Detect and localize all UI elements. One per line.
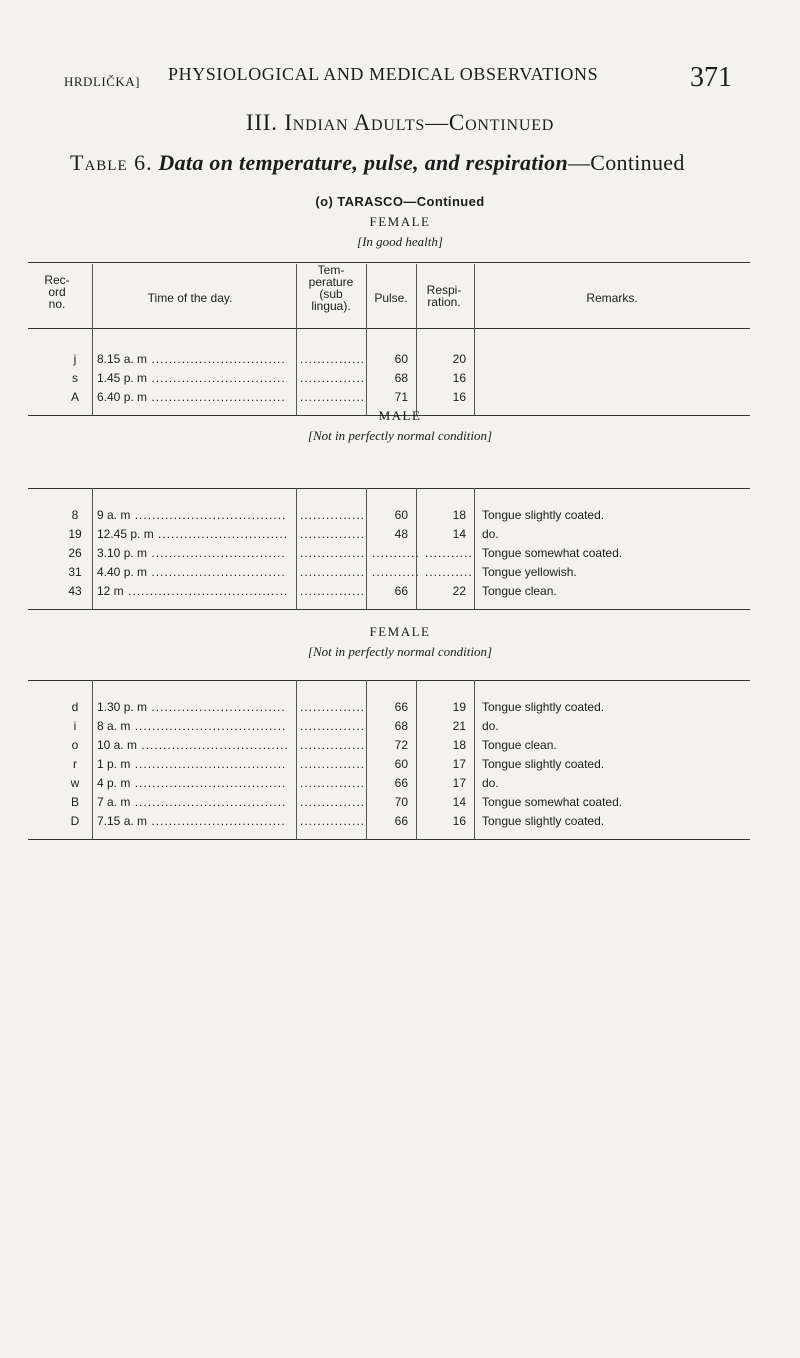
temperature-cell	[300, 814, 364, 828]
temperature-cell	[300, 700, 364, 714]
pulse-cell: 71	[394, 390, 408, 404]
temperature-cell	[300, 776, 364, 790]
table-title	[70, 150, 685, 176]
pulse-cell: 66	[394, 814, 408, 828]
header-pulse: Pulse.	[374, 291, 408, 305]
pulse-cell	[372, 546, 420, 560]
respiration-cell: 19	[452, 700, 466, 714]
respiration-cell: 18	[452, 738, 466, 752]
temperature-cell	[300, 546, 364, 560]
respiration-cell	[425, 565, 471, 579]
table-label: Table 6.	[70, 150, 153, 175]
time-cell: 9 a. m .....	[97, 508, 287, 522]
time-cell: 10 a. m .....	[97, 738, 287, 752]
group-sex-heading: FEMALE	[369, 214, 431, 229]
remarks-cell: Tongue somewhat coated.	[482, 795, 623, 809]
temperature-cell	[300, 390, 364, 404]
remarks-cell: Tongue clean.	[482, 738, 557, 752]
respiration-cell: 22	[452, 584, 466, 598]
respiration-cell: 14	[452, 795, 466, 809]
group-condition-note: [In good health]	[357, 234, 443, 249]
table-row	[0, 738, 800, 757]
record-no-cell: i	[73, 719, 77, 733]
pulse-cell: 70	[394, 795, 408, 809]
temperature-cell	[300, 371, 364, 385]
remarks-cell: do.	[482, 527, 499, 541]
group-bottom-rule	[28, 839, 750, 840]
pulse-cell: 60	[394, 352, 408, 366]
remarks-cell: Tongue slightly coated.	[482, 814, 605, 828]
section-title: III. Indian Adults—Continued	[245, 110, 555, 135]
respiration-cell: 18	[452, 508, 466, 522]
pulse-cell: 68	[394, 719, 408, 733]
remarks-cell: Tongue slightly coated.	[482, 700, 605, 714]
remarks-cell: do.	[482, 719, 499, 733]
table-row	[0, 371, 800, 390]
table-row	[0, 546, 800, 565]
time-cell: 6.40 p. m .....	[97, 390, 287, 404]
subheading: (o) TARASCO—Continued	[315, 194, 485, 209]
group-condition-note: [Not in perfectly normal condition]	[307, 428, 493, 443]
record-no-cell: D	[70, 814, 80, 828]
pulse-cell: 66	[394, 584, 408, 598]
temperature-cell	[300, 757, 364, 771]
temperature-cell	[300, 584, 364, 598]
table-row	[0, 352, 800, 371]
remarks-cell: do.	[482, 776, 499, 790]
temperature-cell	[300, 527, 364, 541]
time-cell: 4.40 p. m .....	[97, 565, 287, 579]
record-no-cell: r	[73, 757, 77, 771]
pulse-cell: 66	[394, 776, 408, 790]
respiration-cell: 16	[452, 814, 466, 828]
table-row	[0, 814, 800, 833]
respiration-cell: 20	[452, 352, 466, 366]
respiration-cell: 17	[452, 776, 466, 790]
record-no-cell: j	[73, 352, 77, 366]
record-no-cell: s	[72, 371, 78, 385]
record-no-cell: B	[70, 795, 79, 809]
pulse-cell: 60	[394, 757, 408, 771]
record-no-cell: 19	[68, 527, 82, 541]
group-sex-heading: FEMALE	[369, 624, 431, 639]
header-bottom-rule	[28, 328, 750, 329]
table-top-rule	[28, 262, 750, 263]
remarks-cell: Tongue clean.	[482, 584, 557, 598]
pulse-cell: 68	[394, 371, 408, 385]
time-cell: 1.30 p. m .....	[97, 700, 287, 714]
table-row	[0, 508, 800, 527]
temperature-cell	[300, 738, 364, 752]
time-cell: 7 a. m .....	[97, 795, 287, 809]
time-cell: 3.10 p. m .....	[97, 546, 287, 560]
pulse-cell: 60	[394, 508, 408, 522]
time-cell: 7.15 a. m .....	[97, 814, 287, 828]
respiration-cell: 14	[452, 527, 466, 541]
header-time: Time of the day.	[147, 291, 233, 305]
header-remarks: Remarks.	[586, 291, 638, 305]
table-caption: Data on temperature, pulse, and respiration	[158, 150, 568, 175]
table-row	[0, 700, 800, 719]
remarks-cell: Tongue slightly coated.	[482, 508, 605, 522]
temperature-cell	[300, 508, 364, 522]
respiration-cell	[425, 546, 471, 560]
group-sex-heading: MALE	[378, 408, 422, 423]
group-condition-note: [Not in perfectly normal condition]	[307, 644, 493, 659]
table-row	[0, 757, 800, 776]
time-cell: 12.45 p. m .....	[97, 527, 287, 541]
table-row	[0, 390, 800, 409]
table-row	[0, 527, 800, 546]
table-row	[0, 584, 800, 603]
time-cell: 1.45 p. m .....	[97, 371, 287, 385]
temperature-cell	[300, 565, 364, 579]
group-top-rule	[28, 488, 750, 489]
table-row	[0, 565, 800, 584]
table-continued: —Continued	[567, 150, 685, 175]
table-row	[0, 776, 800, 795]
respiration-cell: 16	[452, 371, 466, 385]
respiration-cell: 16	[452, 390, 466, 404]
table-row	[0, 795, 800, 814]
temperature-cell	[300, 719, 364, 733]
time-cell: 12 m .....	[97, 584, 287, 598]
time-cell: 8.15 a. m .....	[97, 352, 287, 366]
header-temperature: Tem- perature (sub lingua).	[308, 263, 354, 313]
time-cell: 1 p. m .....	[97, 757, 287, 771]
temperature-cell	[300, 352, 364, 366]
record-no-cell: 43	[68, 584, 82, 598]
group-top-rule	[28, 680, 750, 681]
respiration-cell: 21	[452, 719, 466, 733]
pulse-cell: 72	[394, 738, 408, 752]
pulse-cell	[372, 565, 420, 579]
record-no-cell: d	[71, 700, 79, 714]
record-no-cell: 8	[71, 508, 79, 522]
respiration-cell: 17	[452, 757, 466, 771]
temperature-cell	[300, 795, 364, 809]
table-row	[0, 719, 800, 738]
page-number: 371	[690, 62, 732, 93]
record-no-cell: o	[71, 738, 79, 752]
time-cell: 4 p. m .....	[97, 776, 287, 790]
record-no-cell: A	[70, 390, 79, 404]
header-respiration: Respi- ration.	[426, 283, 462, 309]
group-bottom-rule	[28, 609, 750, 610]
record-no-cell: 31	[68, 565, 82, 579]
record-no-cell: w	[70, 776, 80, 790]
time-cell: 8 a. m .....	[97, 719, 287, 733]
running-head-title: PHYSIOLOGICAL AND MEDICAL OBSERVATIONS	[168, 64, 599, 84]
running-head	[64, 62, 732, 94]
record-no-cell: 26	[68, 546, 82, 560]
pulse-cell: 66	[394, 700, 408, 714]
running-head-author: HRDLIČKA]	[64, 74, 140, 89]
header-record-no: Rec- ord no.	[44, 273, 70, 311]
pulse-cell: 48	[394, 527, 408, 541]
remarks-cell: Tongue somewhat coated.	[482, 546, 623, 560]
remarks-cell: Tongue slightly coated.	[482, 757, 605, 771]
remarks-cell: Tongue yellowish.	[482, 565, 577, 579]
